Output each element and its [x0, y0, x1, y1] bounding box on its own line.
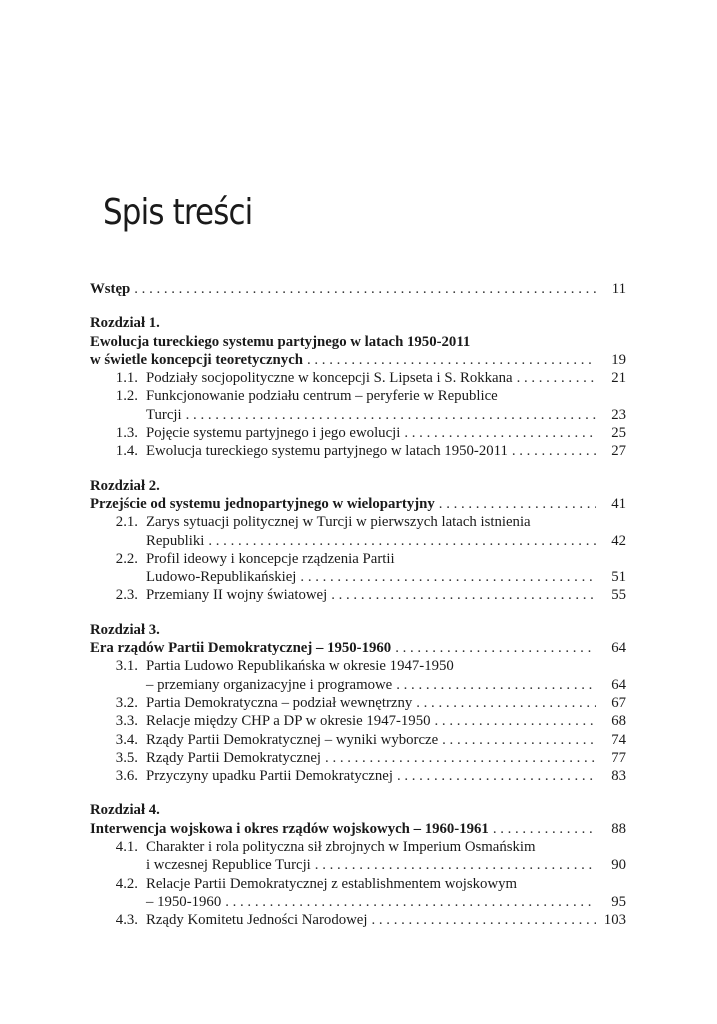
chapter-title-line: w świetle koncepcji teoretycznych — [90, 351, 303, 368]
leader-dots — [368, 911, 597, 929]
table-of-contents — [90, 280, 626, 930]
toc-page-number: 83 — [611, 768, 626, 785]
chapter-heading: Rozdział 2. — [90, 477, 160, 494]
leader-dots — [438, 731, 596, 749]
section-title-line: Funkcjonowanie podziału centrum – peryferie w Republice — [146, 388, 498, 405]
section-number: 2.3. — [115, 587, 138, 604]
leader-dots — [431, 712, 596, 730]
toc-page-number: 64 — [611, 676, 626, 693]
toc-page-number: 77 — [611, 749, 626, 766]
toc-spacer — [90, 298, 626, 314]
section-title-line: – przemiany organizacyjne i programowe — [146, 676, 393, 693]
toc-entry-section[interactable] — [90, 911, 626, 929]
section-number: 3.2. — [115, 694, 138, 711]
leader-dots — [311, 856, 596, 874]
toc-page-number: 19 — [611, 351, 626, 368]
toc-entry-chapter[interactable] — [90, 351, 626, 369]
section-title-line: Relacje Partii Demokratycznej z establishmentem wojskowym — [146, 875, 518, 892]
leader-dots — [393, 767, 596, 785]
leader-dots — [130, 280, 596, 298]
section-title-line: Republiki — [146, 532, 205, 549]
toc-entry-section-line[interactable] — [90, 657, 626, 675]
section-title-line: Ludowo-Republikańskiej — [146, 569, 297, 586]
chapter-title-line: Era rządów Partii Demokratycznej – 1950-1960 — [90, 640, 392, 657]
section-title-line: Ewolucja tureckiego systemu partyjnego w latach 1950-2011 — [146, 443, 508, 460]
leader-dots — [182, 406, 596, 424]
toc-page-number: 25 — [611, 425, 626, 442]
toc-page-number: 11 — [611, 281, 626, 297]
section-title-line: Profil ideowy i koncepcje rządzenia Partii — [146, 550, 395, 567]
toc-spacer — [90, 785, 626, 801]
toc-entry-section[interactable] — [90, 676, 626, 694]
section-title-line: i wczesnej Republice Turcji — [146, 857, 311, 874]
toc-page-number: 64 — [611, 640, 626, 657]
toc-entry-section-line[interactable] — [90, 875, 626, 893]
section-title-line: Rządy Partii Demokratycznej – wyniki wyborcze — [146, 731, 439, 748]
toc-entry-section[interactable] — [90, 532, 626, 550]
toc-entry-section[interactable] — [90, 731, 626, 749]
toc-spacer — [90, 461, 626, 477]
toc-entry-section[interactable] — [90, 712, 626, 730]
section-title-line: Pojęcie systemu partyjnego i jego ewolucji — [146, 425, 401, 442]
section-title-line: Zarys sytuacji politycznej w Turcji w pierwszych latach istnienia — [146, 514, 531, 531]
toc-entry-section[interactable] — [90, 586, 626, 604]
toc-entry-chapter[interactable] — [90, 639, 626, 657]
toc-page-number: 21 — [611, 370, 626, 387]
toc-entry-section-line[interactable] — [90, 550, 626, 568]
toc-page-number: 90 — [611, 857, 626, 874]
chapter-title-line: Ewolucja tureckiego systemu partyjnego w latach 1950-2011 — [90, 333, 471, 350]
toc-entry-section[interactable] — [90, 893, 626, 911]
toc-page-number: 74 — [611, 731, 626, 748]
leader-dots — [221, 893, 596, 911]
leader-dots — [303, 351, 596, 369]
section-title-line: – 1950-1960 — [146, 893, 222, 910]
leader-dots — [435, 495, 596, 513]
toc-page-number: 67 — [611, 694, 626, 711]
section-number: 1.3. — [115, 425, 138, 442]
section-title-line: Turcji — [146, 406, 182, 423]
toc-entry-section[interactable] — [90, 406, 626, 424]
chapter-heading: Rozdział 3. — [90, 621, 160, 638]
section-title-line: Przyczyny upadku Partii Demokratycznej — [146, 768, 393, 785]
section-title-line: Rządy Partii Demokratycznej — [146, 749, 322, 766]
leader-dots — [400, 424, 596, 442]
toc-page-number: 103 — [603, 912, 626, 929]
section-number: 2.1. — [115, 514, 138, 531]
section-title-line: Rządy Komitetu Jedności Narodowej — [146, 912, 368, 929]
section-title-line: Charakter i rola polityczna sił zbrojnych w Imperium Osmańskim — [146, 839, 536, 856]
section-number: 1.1. — [115, 370, 138, 387]
section-number: 3.6. — [115, 768, 138, 785]
chapter-heading: Rozdział 1. — [90, 315, 160, 332]
leader-dots — [391, 639, 596, 657]
toc-entry-chapter[interactable] — [90, 820, 626, 838]
section-title-line: Przemiany II wojny światowej — [146, 587, 328, 604]
section-number: 2.2. — [115, 550, 138, 567]
chapter-heading: Rozdział 4. — [90, 802, 160, 819]
section-number: 3.4. — [115, 731, 138, 748]
toc-entry-label: Wstęp — [90, 281, 131, 297]
page-title: Spis treści — [103, 192, 253, 233]
section-number: 1.2. — [115, 388, 138, 405]
toc-spacer — [90, 605, 626, 621]
toc-entry-section[interactable] — [90, 694, 626, 712]
toc-page-number: 95 — [611, 893, 626, 910]
section-number: 4.1. — [115, 839, 138, 856]
toc-entry-section[interactable] — [90, 856, 626, 874]
leader-dots — [321, 749, 596, 767]
toc-entry-section[interactable] — [90, 568, 626, 586]
section-number: 3.3. — [115, 713, 138, 730]
section-number: 4.3. — [115, 912, 138, 929]
leader-dots — [296, 568, 596, 586]
toc-entry-section[interactable] — [90, 424, 626, 442]
toc-page-number: 23 — [611, 406, 626, 423]
section-title-line: Partia Demokratyczna – podział wewnętrzny — [146, 694, 413, 711]
toc-page-number: 51 — [611, 569, 626, 586]
toc-entry-section-line[interactable] — [90, 513, 626, 531]
section-number: 1.4. — [115, 443, 138, 460]
section-number: 3.5. — [115, 749, 138, 766]
toc-entry-section[interactable] — [90, 369, 626, 387]
leader-dots — [412, 694, 596, 712]
leader-dots — [508, 442, 596, 460]
toc-page-number: 88 — [611, 820, 626, 837]
toc-entry-section-line[interactable] — [90, 387, 626, 405]
toc-entry-intro[interactable] — [90, 280, 626, 298]
toc-page-number: 41 — [611, 495, 626, 512]
leader-dots — [392, 676, 596, 694]
section-title-line: Partia Ludowo Republikańska w okresie 1947-1950 — [146, 658, 454, 675]
section-title-line: Podziały socjopolityczne w koncepcji S. Lipseta i S. Rokkana — [146, 370, 513, 387]
toc-page-number: 55 — [611, 587, 626, 604]
leader-dots — [513, 369, 596, 387]
toc-entry-section[interactable] — [90, 442, 626, 460]
leader-dots — [327, 586, 596, 604]
toc-entry-chapter[interactable] — [90, 495, 626, 513]
chapter-title-line: Przejście od systemu jednopartyjnego w wielopartyjny — [90, 495, 435, 512]
section-number: 4.2. — [115, 875, 138, 892]
toc-page-number: 68 — [611, 713, 626, 730]
toc-entry-section-line[interactable] — [90, 838, 626, 856]
section-title-line: Relacje między CHP a DP w okresie 1947-1950 — [146, 713, 431, 730]
chapter-title-line: Interwencja wojskowa i okres rządów wojskowych – 1960-1961 — [90, 820, 489, 837]
toc-entry-section[interactable] — [90, 767, 626, 785]
leader-dots — [489, 820, 596, 838]
toc-page-number: 42 — [611, 532, 626, 549]
toc-entry-section[interactable] — [90, 749, 626, 767]
section-number: 3.1. — [115, 658, 138, 675]
leader-dots — [204, 532, 596, 550]
toc-page-number: 27 — [611, 443, 626, 460]
